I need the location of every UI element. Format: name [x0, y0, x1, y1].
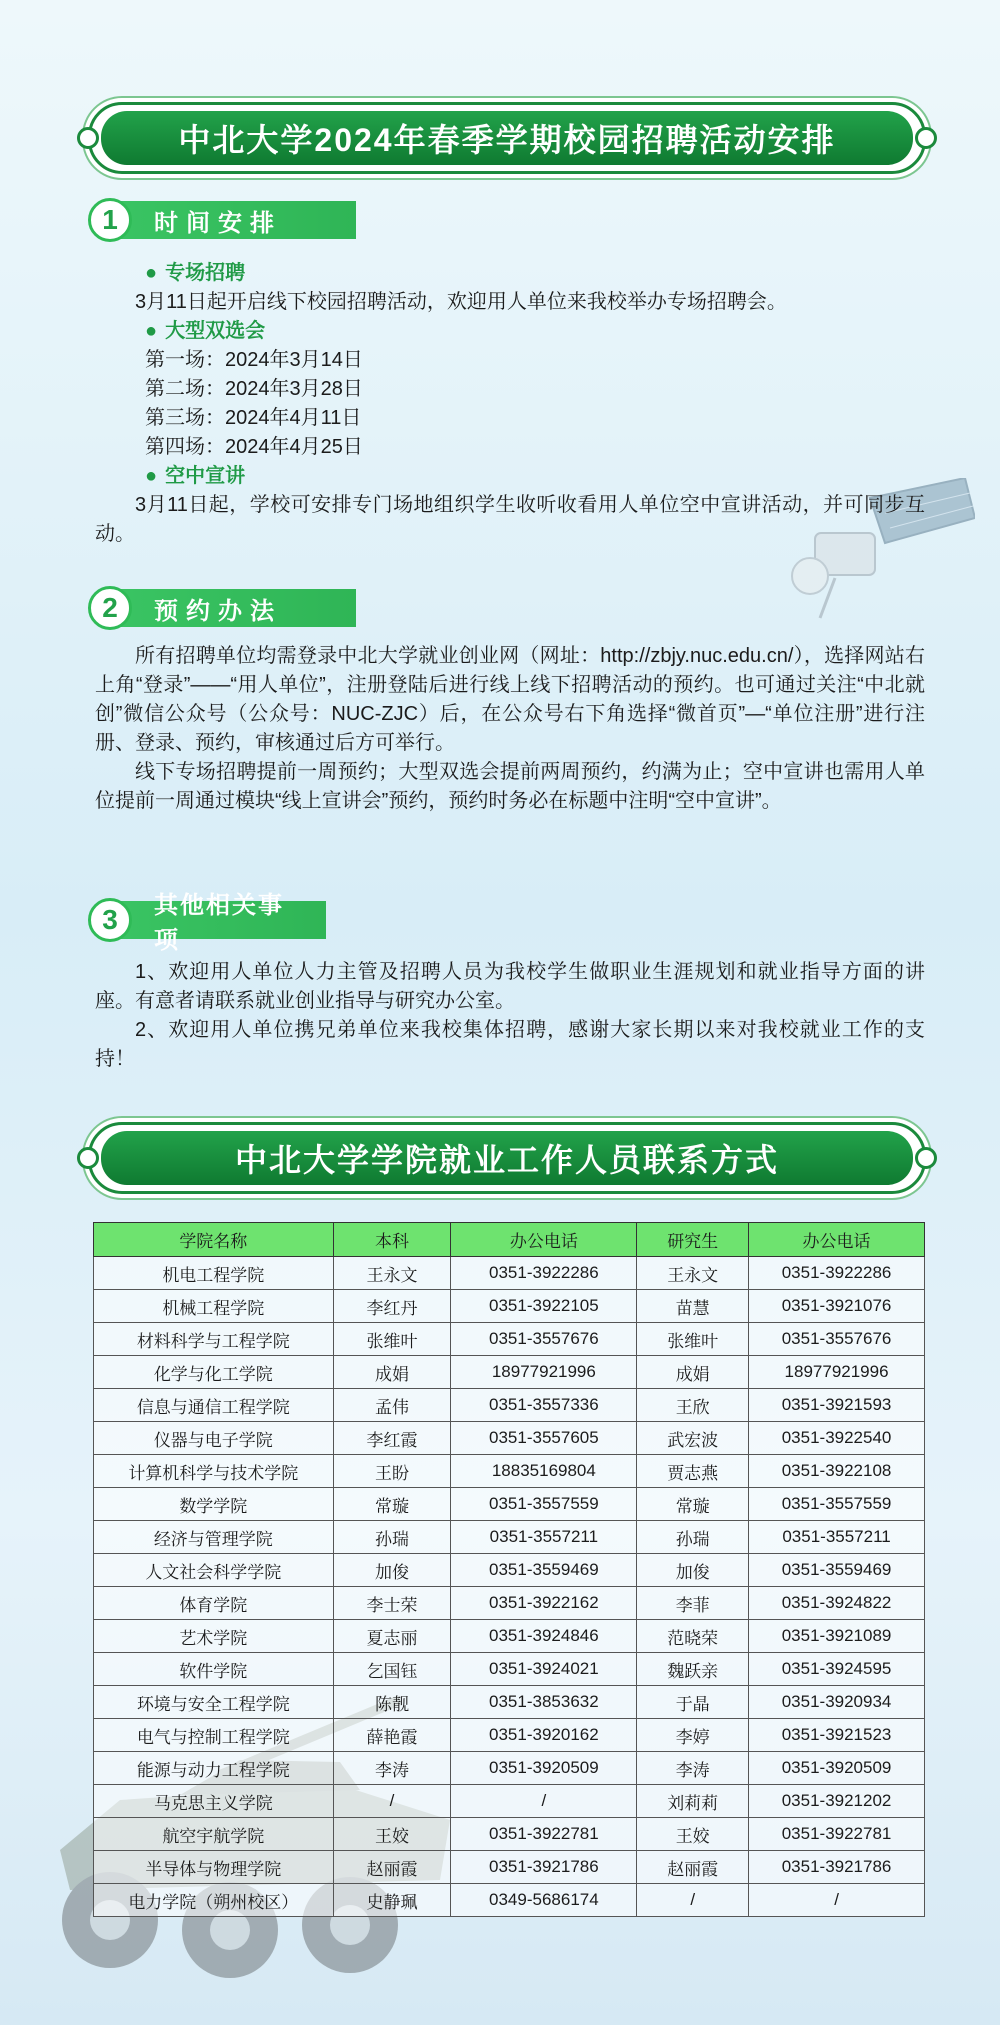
graduate-phone: 18977921996: [749, 1356, 925, 1389]
graduate-contact: 成娟: [637, 1356, 749, 1389]
section-3-body: [95, 958, 925, 1074]
graduate-contact: 贾志燕: [637, 1455, 749, 1488]
table-row: [94, 1686, 925, 1719]
undergrad-phone: 0351-3557559: [451, 1488, 637, 1521]
table-row: [94, 1257, 925, 1290]
special-recruitment-text: 3月11日起开启线下校园招聘活动，欢迎用人单位来我校举办专场招聘会。: [135, 291, 787, 313]
header-graduate: 研究生: [637, 1223, 749, 1257]
graduate-contact: 魏跃亲: [637, 1653, 749, 1686]
table-row: [94, 1653, 925, 1686]
college-name: 艺术学院: [94, 1620, 334, 1653]
booking-paragraph-2: 线下专场招聘提前一周预约；大型双选会提前两周预约，约满为止；空中宣讲也需用人单位提前一周通过模块“线上宣讲会”预约，预约时务必在标题中注明“空中宣讲”。: [95, 761, 925, 812]
undergrad-phone: 0351-3924846: [451, 1620, 637, 1653]
other-paragraph-2: 2、欢迎用人单位携兄弟单位来我校集体招聘，感谢大家长期以来对我校就业工作的支持！: [95, 1019, 925, 1070]
undergrad-contact: 陈靓: [333, 1686, 451, 1719]
undergrad-contact: 薛艳霞: [333, 1719, 451, 1752]
table-row: [94, 1323, 925, 1356]
undergrad-contact: 夏志丽: [333, 1620, 451, 1653]
undergrad-phone: 0351-3853632: [451, 1686, 637, 1719]
graduate-contact: 王欣: [637, 1389, 749, 1422]
undergrad-phone: 0349-5686174: [451, 1884, 637, 1917]
undergrad-phone: 0351-3922162: [451, 1587, 637, 1620]
undergrad-phone: 18977921996: [451, 1356, 637, 1389]
undergrad-phone: /: [451, 1785, 637, 1818]
section-2-title: 预约办法: [112, 589, 356, 627]
undergrad-phone: 0351-3557605: [451, 1422, 637, 1455]
other-paragraph-1: 1、欢迎用人单位人力主管及招聘人员为我校学生做职业生涯规划和就业指导方面的讲座。有意者请联系就业创业指导与研究办公室。: [95, 961, 925, 1012]
contacts-table: [93, 1222, 925, 1917]
graduate-phone: /: [749, 1884, 925, 1917]
section-2-number: 2: [88, 586, 132, 630]
graduate-phone: 0351-3922540: [749, 1422, 925, 1455]
undergrad-contact: 赵丽霞: [333, 1851, 451, 1884]
subheading-online-presentation: ● 空中宣讲: [95, 462, 925, 491]
undergrad-contact: 孟伟: [333, 1389, 451, 1422]
section-3-number: 3: [88, 898, 132, 942]
undergrad-contact: 加俊: [333, 1554, 451, 1587]
graduate-contact: /: [637, 1884, 749, 1917]
college-name: 机械工程学院: [94, 1290, 334, 1323]
table-row: [94, 1521, 925, 1554]
table-row: [94, 1620, 925, 1653]
section-3-title: 其他相关事项: [112, 901, 326, 939]
college-name: 化学与化工学院: [94, 1356, 334, 1389]
graduate-phone: 0351-3921202: [749, 1785, 925, 1818]
undergrad-phone: 0351-3922781: [451, 1818, 637, 1851]
graduate-contact: 李婷: [637, 1719, 749, 1752]
college-name: 电气与控制工程学院: [94, 1719, 334, 1752]
undergrad-contact: /: [333, 1785, 451, 1818]
college-name: 体育学院: [94, 1587, 334, 1620]
table-row: [94, 1389, 925, 1422]
graduate-phone: 0351-3559469: [749, 1554, 925, 1587]
undergrad-phone: 0351-3557676: [451, 1323, 637, 1356]
header-graduate-phone: 办公电话: [749, 1223, 925, 1257]
header-college: 学院名称: [94, 1223, 334, 1257]
undergrad-phone: 0351-3922286: [451, 1257, 637, 1290]
college-name: 航空宇航学院: [94, 1818, 334, 1851]
college-name: 马克思主义学院: [94, 1785, 334, 1818]
college-name: 半导体与物理学院: [94, 1851, 334, 1884]
undergrad-phone: 0351-3920162: [451, 1719, 637, 1752]
college-name: 仪器与电子学院: [94, 1422, 334, 1455]
undergrad-contact: 王盼: [333, 1455, 451, 1488]
college-name: 环境与安全工程学院: [94, 1686, 334, 1719]
undergrad-contact: 李红霞: [333, 1422, 451, 1455]
table-row: [94, 1422, 925, 1455]
undergrad-contact: 王永文: [333, 1257, 451, 1290]
online-presentation-text: 3月11日起，学校可安排专门场地组织学生收听收看用人单位空中宣讲活动，并可同步互动。: [95, 494, 925, 545]
table-row: [94, 1884, 925, 1917]
section-1-number: 1: [88, 198, 132, 242]
header-undergrad: 本科: [333, 1223, 451, 1257]
graduate-phone: 0351-3921786: [749, 1851, 925, 1884]
graduate-contact: 范晓荣: [637, 1620, 749, 1653]
graduate-contact: 孙瑞: [637, 1521, 749, 1554]
section-1-body: [95, 259, 925, 549]
table-row: [94, 1356, 925, 1389]
undergrad-phone: 0351-3921786: [451, 1851, 637, 1884]
undergrad-contact: 乞国钰: [333, 1653, 451, 1686]
graduate-phone: 0351-3922781: [749, 1818, 925, 1851]
top-title-banner: [88, 102, 926, 174]
table-row: [94, 1785, 925, 1818]
graduate-contact: 李菲: [637, 1587, 749, 1620]
session-4: 第四场：2024年4月25日: [145, 436, 363, 458]
college-name: 人文社会科学学院: [94, 1554, 334, 1587]
graduate-phone: 0351-3921089: [749, 1620, 925, 1653]
undergrad-contact: 成娟: [333, 1356, 451, 1389]
table-row: [94, 1752, 925, 1785]
table-row: [94, 1587, 925, 1620]
undergrad-phone: 0351-3922105: [451, 1290, 637, 1323]
graduate-contact: 常璇: [637, 1488, 749, 1521]
graduate-phone: 0351-3557676: [749, 1323, 925, 1356]
undergrad-contact: 李涛: [333, 1752, 451, 1785]
graduate-contact: 刘莉莉: [637, 1785, 749, 1818]
graduate-phone: 0351-3924822: [749, 1587, 925, 1620]
subheading-job-fair: ● 大型双选会: [95, 317, 925, 346]
graduate-contact: 张维叶: [637, 1323, 749, 1356]
header-undergrad-phone: 办公电话: [451, 1223, 637, 1257]
college-name: 数学学院: [94, 1488, 334, 1521]
graduate-phone: 0351-3922286: [749, 1257, 925, 1290]
undergrad-phone: 18835169804: [451, 1455, 637, 1488]
graduate-contact: 武宏波: [637, 1422, 749, 1455]
page-title: 中北大学2024年春季学期校园招聘活动安排: [101, 111, 913, 165]
college-name: 经济与管理学院: [94, 1521, 334, 1554]
table-row: [94, 1290, 925, 1323]
undergrad-phone: 0351-3559469: [451, 1554, 637, 1587]
session-2: 第二场：2024年3月28日: [145, 378, 363, 400]
undergrad-contact: 王姣: [333, 1818, 451, 1851]
graduate-contact: 王永文: [637, 1257, 749, 1290]
graduate-phone: 0351-3920509: [749, 1752, 925, 1785]
college-name: 材料科学与工程学院: [94, 1323, 334, 1356]
session-1: 第一场：2024年3月14日: [145, 349, 363, 371]
booking-paragraph-1: 所有招聘单位均需登录中北大学就业创业网（网址：http://zbjy.nuc.edu.cn/），选择网站右上角“登录”——“用人单位”，注册登陆后进行线上线下招聘活动的预约。也可通过关注“中北就创”微信公众号（公众号：NUC-ZJC）后，在公众号右下角选择“微首页”—“单位注册”进行注册、登录、预约，审核通过后方可举行。: [95, 645, 925, 754]
graduate-phone: 0351-3557559: [749, 1488, 925, 1521]
graduate-contact: 王姣: [637, 1818, 749, 1851]
graduate-contact: 李涛: [637, 1752, 749, 1785]
table-body: [94, 1257, 925, 1917]
graduate-phone: 0351-3924595: [749, 1653, 925, 1686]
graduate-contact: 于晶: [637, 1686, 749, 1719]
graduate-contact: 赵丽霞: [637, 1851, 749, 1884]
subheading-special-recruitment: ● 专场招聘: [95, 259, 925, 288]
table-row: [94, 1818, 925, 1851]
section-2-body: [95, 642, 925, 816]
section-3-header: [88, 892, 326, 954]
table-header-row: [94, 1223, 925, 1257]
undergrad-contact: 李红丹: [333, 1290, 451, 1323]
graduate-contact: 苗慧: [637, 1290, 749, 1323]
graduate-phone: 0351-3921523: [749, 1719, 925, 1752]
table-row: [94, 1488, 925, 1521]
graduate-phone: 0351-3922108: [749, 1455, 925, 1488]
college-name: 电力学院（朔州校区）: [94, 1884, 334, 1917]
undergrad-phone: 0351-3557336: [451, 1389, 637, 1422]
college-name: 信息与通信工程学院: [94, 1389, 334, 1422]
undergrad-contact: 孙瑞: [333, 1521, 451, 1554]
session-3: 第三场：2024年4月11日: [145, 407, 362, 429]
college-name: 计算机科学与技术学院: [94, 1455, 334, 1488]
table-row: [94, 1455, 925, 1488]
graduate-phone: 0351-3921593: [749, 1389, 925, 1422]
graduate-phone: 0351-3921076: [749, 1290, 925, 1323]
contacts-title-banner: [88, 1122, 926, 1194]
section-1-header: [88, 200, 356, 240]
college-name: 能源与动力工程学院: [94, 1752, 334, 1785]
undergrad-contact: 李士荣: [333, 1587, 451, 1620]
table-row: [94, 1719, 925, 1752]
college-name: 机电工程学院: [94, 1257, 334, 1290]
table-row: [94, 1554, 925, 1587]
undergrad-phone: 0351-3920509: [451, 1752, 637, 1785]
section-1-title: 时间安排: [112, 201, 356, 239]
undergrad-contact: 史静珮: [333, 1884, 451, 1917]
undergrad-contact: 常璇: [333, 1488, 451, 1521]
undergrad-phone: 0351-3924021: [451, 1653, 637, 1686]
undergrad-phone: 0351-3557211: [451, 1521, 637, 1554]
section-2-header: [88, 588, 356, 628]
contacts-title: 中北大学学院就业工作人员联系方式: [101, 1131, 913, 1185]
graduate-phone: 0351-3920934: [749, 1686, 925, 1719]
table-row: [94, 1851, 925, 1884]
graduate-contact: 加俊: [637, 1554, 749, 1587]
graduate-phone: 0351-3557211: [749, 1521, 925, 1554]
college-name: 软件学院: [94, 1653, 334, 1686]
undergrad-contact: 张维叶: [333, 1323, 451, 1356]
